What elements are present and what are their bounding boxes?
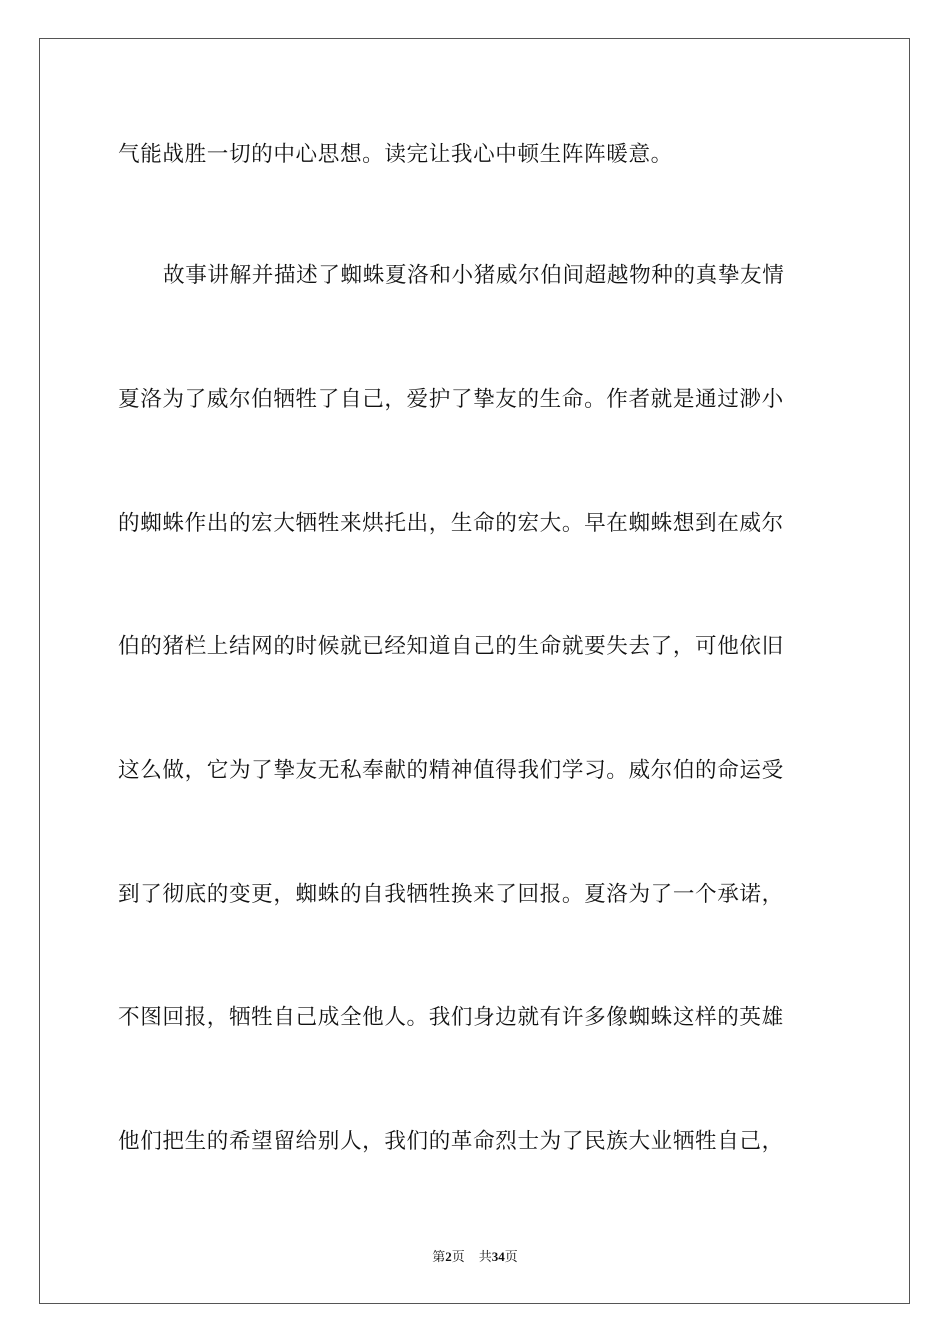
total-prefix: 共 (478, 1249, 492, 1264)
text-line-8: 不图回报，牺牲自己成全他人。我们身边就有许多像蜘蛛这样的英雄 (118, 1005, 784, 1030)
text-line-2-paragraph-start: 故事讲解并描述了蜘蛛夏洛和小猪威尔伯间超越物种的真挚友情 (163, 263, 785, 288)
text-line-3: 夏洛为了威尔伯牺牲了自己，爱护了挚友的生命。作者就是通过渺小 (118, 387, 784, 412)
page-border (39, 38, 910, 1304)
text-line-6: 这么做，它为了挚友无私奉献的精神值得我们学习。威尔伯的命运受 (118, 758, 784, 783)
text-line-1: 气能战胜一切的中心思想。读完让我心中顿生阵阵暖意。 (118, 142, 673, 167)
text-line-7: 到了彻底的变更，蜘蛛的自我牺牲换来了回报。夏洛为了一个承诺， (118, 882, 784, 907)
text-line-9: 他们把生的希望留给别人，我们的革命烈士为了民族大业牺牲自己， (118, 1129, 784, 1154)
total-pages-number: 34 (491, 1249, 505, 1264)
page-prefix: 第 (432, 1249, 446, 1264)
total-suffix: 页 (504, 1249, 518, 1264)
text-line-4: 的蜘蛛作出的宏大牺牲来烘托出，生命的宏大。早在蜘蛛想到在威尔 (118, 511, 784, 536)
current-page-number: 2 (445, 1249, 452, 1264)
page-footer (0, 1249, 950, 1265)
page-suffix: 页 (451, 1249, 465, 1264)
text-line-5: 伯的猪栏上结网的时候就已经知道自己的生命就要失去了，可他依旧 (118, 634, 784, 659)
